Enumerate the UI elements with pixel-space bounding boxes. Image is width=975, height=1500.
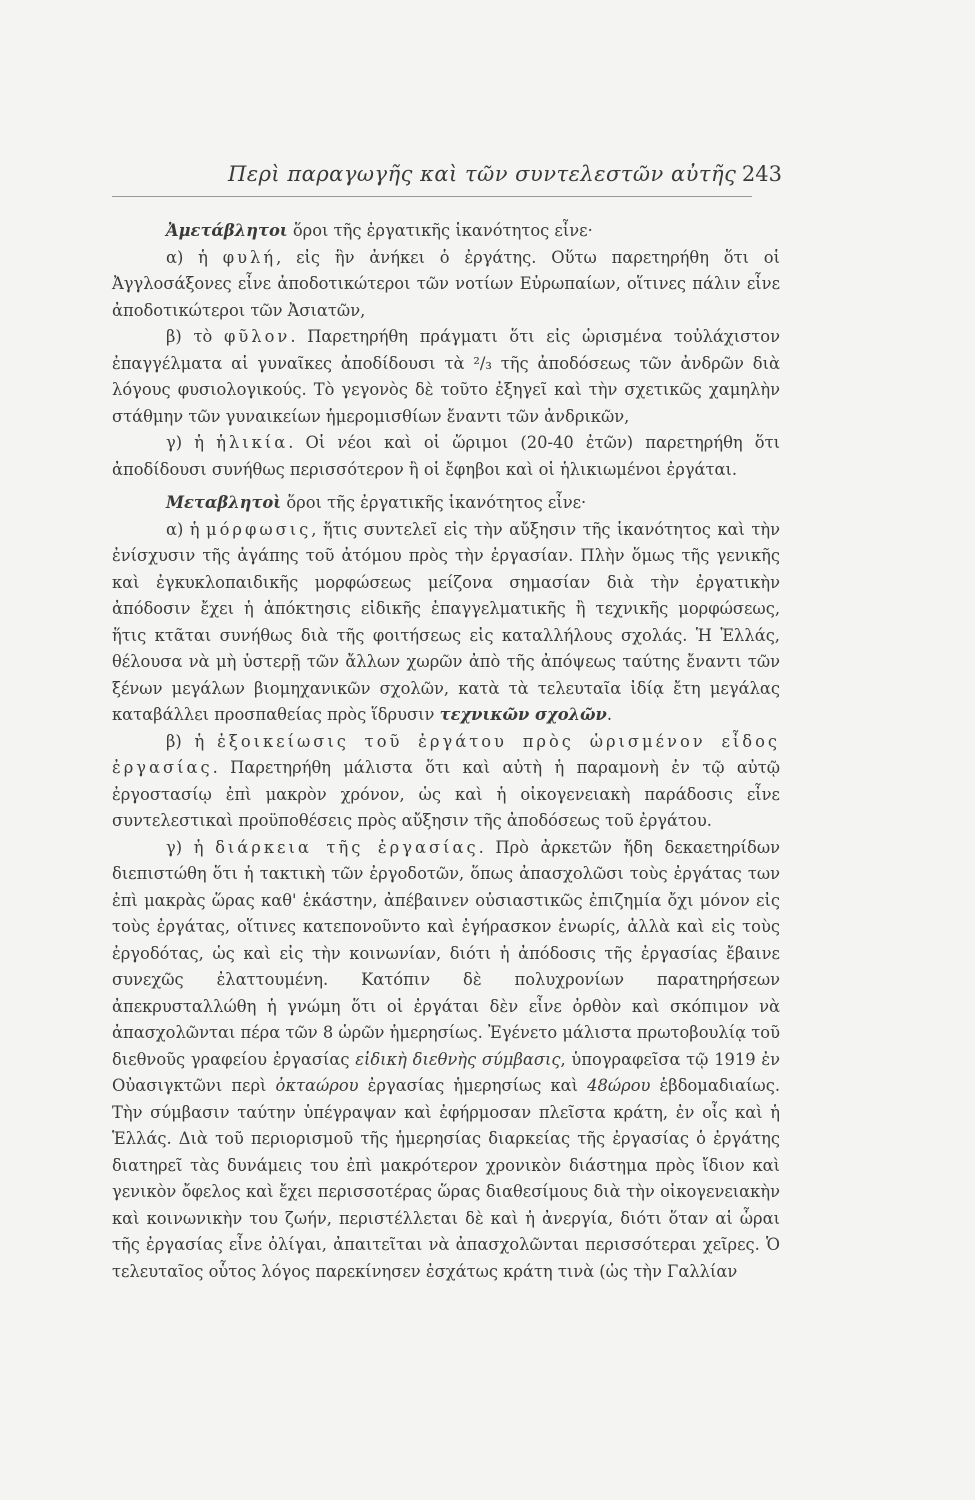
paragraph-variable-conditions <box>112 490 780 517</box>
paragraph-invariable-conditions <box>112 218 780 245</box>
text: . Παρετηρήθη μάλιστα ὅτι καὶ αὐτὴ ἡ παραμονὴ ἐν τῷ αὐτῷ ἐργοστασίῳ ἐπὶ μακρὸν χρόνον, ὡς καὶ ἡ οἰκογενειακὴ παράδοσις εἶνε συντελεστικαὶ προϋποθέσεις πρὸς αὔξησιν τῆς ἀποδόσεως τοῦ ἐργάτου. <box>112 758 780 830</box>
text: ὅροι τῆς ἐργατικῆς ἱκανότητος εἶνε· <box>281 493 587 512</box>
term-age: ἡλικία <box>216 433 289 452</box>
running-header <box>112 158 782 198</box>
body-text <box>112 218 780 1285</box>
term-race: φυλή <box>222 247 277 267</box>
text: ἐργασίας ἡμερησίως καὶ <box>358 1076 588 1095</box>
item-label: γ) ἡ <box>166 433 217 452</box>
text: . Οἱ νέοι καὶ οἱ ὥριμοι (20-40 ἐτῶν) παρετηρήθη ὅτι ἀποδίδουσι συνήθως περισσότερον ἢ οἱ ἔφηβοι καὶ οἱ ἡλικιωμένοι ἐργάται. <box>112 433 780 479</box>
text: ἑβδομαδιαίως. Τὴν σύμβασιν ταύτην ὑπέγραψαν καὶ ἐφήρμοσαν πλεῖστα κράτη, ἐν οἷς καὶ ἡ Ἑλλάς. Διὰ τοῦ περιορισμοῦ τῆς ἡμερησίας διαρκείας τῆς ἐργασίας ὁ ἐργάτης διατηρεῖ τὰς δυνάμεις του ἐπὶ μακρότερον χρονικὸν διάστημα πρὸς ἴδιον καὶ γενικὸν ὄφελος καὶ ἔχει περισσοτέρας ὥρας διαθεσίμους διὰ τὴν οἰκογενειακὴν καὶ κοινωνικὴν του ζωήν, περιστέλλεται δὲ καὶ ἡ ἀνεργία, διότι ὅταν αἱ ὧραι τῆς ἐργασίας εἶνε ὀλίγαι, ἀπαιτεῖται νὰ ἀπασχολῶνται περισσότεραι χεῖρες. Ὁ τελευταῖος οὗτος λόγος παρεκίνησεν ἐσχάτως κράτη τινὰ (ὡς τὴν Γαλλίαν <box>112 1076 781 1281</box>
text: , εἰς ἣν ἀνήκει ὁ ἐργάτης. Οὕτω παρετηρήθη ὅτι οἱ Ἀγγλοσάξονες εἶνε ἀποδοτικώτεροι τῶν νοτίων Εὐρωπαίων, οἵτινες πάλιν εἶνε ἀποδοτικώτεροι τῶν Ἀσιατῶν, <box>112 247 780 320</box>
item-label: γ) ἡ <box>166 837 216 857</box>
paragraph-age <box>112 430 780 483</box>
item-label: α) ἡ <box>166 519 207 539</box>
paragraph-duration <box>112 835 780 1286</box>
term-kind-of-work: εἶδος ἐργασίας <box>112 731 780 777</box>
text: τοῦ ἐργάτου πρὸς ὡρισμένον <box>348 731 722 751</box>
emph-convention: εἰδικὴ διεθνὴς σύμβασις <box>355 1049 561 1069</box>
text: , ἥτις συντελεῖ εἰς τὴν αὔξησιν τῆς ἱκανότητος καὶ τὴν ἐνίσχυσιν τῆς ἀγάπης τοῦ ἀτόμου πρὸς τὴν ἐργασίαν. Πλὴν ὅμως τῆς γενικῆς καὶ ἐγκυκλοπαιδικῆς μορφώσεως μείζονα σημασίαν διὰ τὴν ἐργατικὴν ἀπόδοσιν ἔχει ἡ ἀπόκτησις εἰδικῆς ἐπαγγελματικῆς ἢ τεχνικῆς μορφώσεως, ἥτις κτᾶται συνήθως διὰ τῆς φοιτήσεως εἰς καταλλήλους σχολάς. Ἡ Ἑλλάς, θέλουσα νὰ μὴ ὑστερῇ τῶν ἄλλων χωρῶν ἀπὸ τῆς ἀπόψεως ταύτης ἔναντι τῶν ξένων μεγάλων βιομηχανικῶν σχολῶν, κατὰ τὰ τελευταῖα ἰδίᾳ ἔτη μεγάλας καταβάλλει προσπαθείας πρὸς ἵδρυσιν <box>112 519 780 724</box>
text: , ὑπογραφεῖσα τῷ 1919 ἐν Οὐασιγκτῶνι περὶ <box>112 1049 780 1095</box>
heading-invariable: Ἀμετάβλητοι <box>166 221 288 240</box>
term-education: μόρφωσις <box>206 519 312 539</box>
item-label: β) ἡ <box>166 731 218 751</box>
term-sex: φῦλον <box>223 327 291 346</box>
heading-variable: Μεταβλητοὶ <box>166 493 282 512</box>
header-rule <box>112 196 752 197</box>
term-duration: διάρκεια τῆς ἐργασίας <box>215 837 479 857</box>
header-title: Περὶ παραγωγῆς καὶ τῶν συντελεστῶν αὐτῆς <box>228 162 737 186</box>
page-number: 243 <box>741 162 782 186</box>
text: . <box>606 705 612 724</box>
emph-eight-hour: ὀκταώρου <box>275 1076 359 1095</box>
paragraph-race <box>112 245 780 325</box>
paragraph-sex <box>112 324 780 430</box>
emph-technical-schools: τεχνικῶν σχολῶν <box>439 705 607 724</box>
item-label: α) ἡ <box>166 247 223 267</box>
item-label: β) τὸ <box>166 327 224 346</box>
text: . Παρετηρήθη πράγματι ὅτι εἰς ὡρισμένα τοὐλάχιστον ἐπαγγέλματα αἱ γυναῖκες ἀποδίδουσι τὰ ²/₃ τῆς ἀποδόσεως τῶν ἀνδρῶν διὰ λόγους φυσιολογικούς. Τὸ γεγονὸς δὲ τοῦτο ἐξηγεῖ καὶ τὴν σχετικῶς χαμηλὴν στάθμην τῶν γυναικείων ἡμερομισθίων ἔναντι τῶν ἀνδρικῶν, <box>112 327 780 426</box>
paragraph-familiarization <box>112 729 780 835</box>
text: . Πρὸ ἀρκετῶν ἤδη δεκαετηρίδων διεπιστώθη ὅτι ἡ τακτικὴ τῶν ἐργοδοτῶν, ὅπως ἀπασχολῶσι τοὺς ἐργάτας των ἐπὶ μακρὰς ὥρας καθ' ἑκάστην, ἀπέβαινεν οὐσιαστικῶς ἐπιζημία ὄχι μόνον εἰς τοὺς ἐργάτας, οἵτινες κατεπονοῦντο καὶ ἐγήρασκον ἐνωρίς, ἀλλὰ καὶ εἰς τοὺς ἐργοδότας, ὡς καὶ εἰς τὴν κοινωνίαν, διότι ἡ ἀπόδοσις τῆς ἐργασίας ἔβαινε συνεχῶς ἐλαττουμένη. Κατόπιν δὲ πολυχρονίων παρατηρήσεων ἀπεκρυσταλλώθη ἡ γνώμη ὅτι οἱ ἐργάται δὲν εἶνε ὀρθὸν καὶ σκόπιμον νὰ ἀπασχολῶνται πέρα τῶν 8 ὡρῶν ἡμερησίως. Ἐγένετο μάλιστα πρωτοβουλίᾳ τοῦ διεθνοῦς γραφείου ἐργασίας <box>112 837 780 1069</box>
text: ὅροι τῆς ἐργατικῆς ἱκανότητος εἶνε· <box>287 221 593 240</box>
paragraph-education <box>112 517 780 729</box>
emph-48-hour: 48ώρου <box>587 1076 651 1095</box>
term-familiarization: ἐξοικείωσις <box>217 731 349 751</box>
